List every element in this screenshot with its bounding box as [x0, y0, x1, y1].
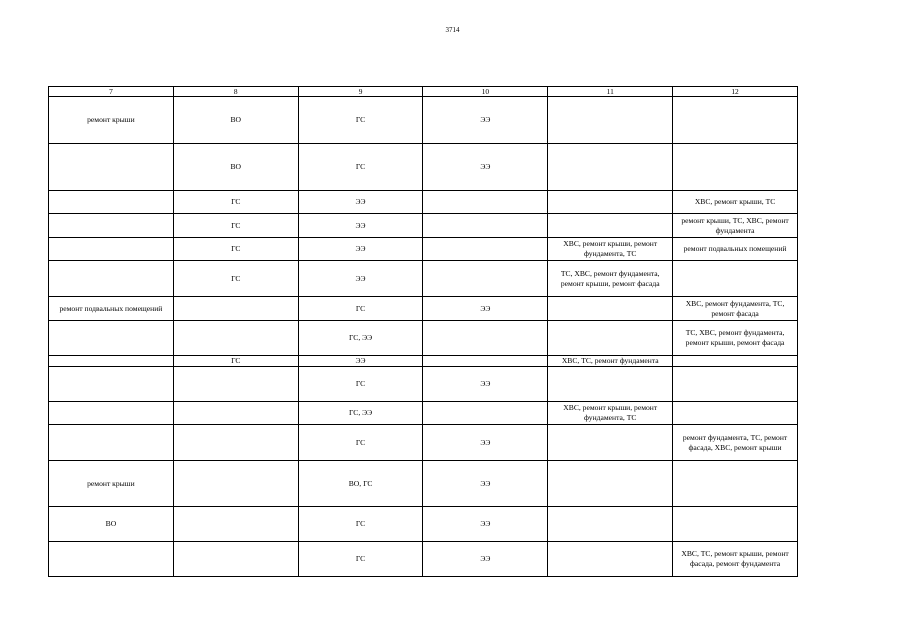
table-cell: [548, 214, 673, 238]
table-cell: [173, 297, 298, 321]
table-row: [49, 261, 798, 297]
table-row: [49, 238, 798, 261]
page-number: 3714: [445, 26, 460, 34]
column-header: 12: [673, 87, 798, 97]
table-row: [49, 425, 798, 461]
table-cell: ХВС, ремонт крыши, ремонт фундамента, ТС: [548, 238, 673, 261]
table-cell: ЭЭ: [298, 356, 423, 367]
table-cell: ХВС, ТС, ремонт крыши, ремонт фасада, ремонт фундамента: [673, 542, 798, 577]
table-cell: ЭЭ: [423, 97, 548, 144]
table-cell: [673, 261, 798, 297]
column-header: 9: [298, 87, 423, 97]
table-cell: [49, 238, 174, 261]
table-cell: [548, 97, 673, 144]
table-cell: ремонт крыши: [49, 461, 174, 507]
table-cell: ТС, ХВС, ремонт фундамента, ремонт крыши, ремонт фасада: [673, 321, 798, 356]
table-cell: ТС, ХВС, ремонт фундамента, ремонт крыши, ремонт фасада: [548, 261, 673, 297]
table-cell: [423, 191, 548, 214]
table-cell: ВО: [49, 507, 174, 542]
table-cell: [423, 402, 548, 425]
table-cell: [49, 191, 174, 214]
table-cell: [173, 321, 298, 356]
table-cell: [423, 238, 548, 261]
table-cell: [173, 461, 298, 507]
table-cell: [548, 297, 673, 321]
table-cell: ЭЭ: [423, 507, 548, 542]
table-cell: ГС: [298, 297, 423, 321]
table-cell: [49, 542, 174, 577]
table-cell: [548, 144, 673, 191]
table-cell: ГС: [298, 425, 423, 461]
table-cell: [423, 214, 548, 238]
table-cell: ГС: [173, 214, 298, 238]
table-cell: [673, 461, 798, 507]
table-row: [49, 461, 798, 507]
table-cell: [49, 321, 174, 356]
table-row: [49, 144, 798, 191]
table-cell: ГС: [173, 261, 298, 297]
table-header-row: [49, 87, 798, 97]
table-row: [49, 542, 798, 577]
data-table: [48, 86, 798, 577]
table-cell: ремонт подвальных помещений: [49, 297, 174, 321]
table-cell: ГС: [298, 367, 423, 402]
table-cell: ЭЭ: [298, 191, 423, 214]
table-cell: ЭЭ: [298, 214, 423, 238]
table-cell: ВО, ГС: [298, 461, 423, 507]
table-cell: [673, 356, 798, 367]
table-row: [49, 191, 798, 214]
table-cell: [423, 261, 548, 297]
table-cell: [548, 461, 673, 507]
table-cell: ЭЭ: [423, 297, 548, 321]
table-cell: ХВС, ремонт крыши, ремонт фундамента, ТС: [548, 402, 673, 425]
table-row: [49, 97, 798, 144]
table-cell: [173, 425, 298, 461]
table-cell: [173, 507, 298, 542]
table-cell: ЭЭ: [423, 461, 548, 507]
table-cell: ХВС, ремонт крыши, ТС: [673, 191, 798, 214]
table-cell: ВО: [173, 97, 298, 144]
table-cell: ЭЭ: [423, 425, 548, 461]
table-cell: [673, 507, 798, 542]
table-cell: [548, 507, 673, 542]
table-cell: ГС: [298, 507, 423, 542]
table-cell: [173, 542, 298, 577]
table-cell: ГС: [173, 356, 298, 367]
table-cell: [548, 367, 673, 402]
table-row: [49, 367, 798, 402]
table-cell: ЭЭ: [298, 261, 423, 297]
table-cell: ремонт фундамента, ТС, ремонт фасада, ХВС, ремонт крыши: [673, 425, 798, 461]
table-cell: [173, 402, 298, 425]
table-cell: [423, 321, 548, 356]
table-row: [49, 321, 798, 356]
table-cell: ГС, ЭЭ: [298, 402, 423, 425]
table-cell: [548, 542, 673, 577]
table-cell: ХВС, ТС, ремонт фундамента: [548, 356, 673, 367]
table-cell: [49, 367, 174, 402]
table-cell: [548, 191, 673, 214]
table-cell: [673, 367, 798, 402]
table-cell: ГС: [298, 144, 423, 191]
table-cell: [49, 402, 174, 425]
table-cell: ГС: [173, 191, 298, 214]
table-cell: [49, 425, 174, 461]
column-header: 10: [423, 87, 548, 97]
table-row: [49, 507, 798, 542]
table-cell: ЭЭ: [298, 238, 423, 261]
table-cell: ГС: [173, 238, 298, 261]
table-cell: ХВС, ремонт фундамента, ТС, ремонт фасада: [673, 297, 798, 321]
table-cell: [173, 367, 298, 402]
table-row: [49, 402, 798, 425]
table-cell: [548, 321, 673, 356]
table-cell: [548, 425, 673, 461]
table-cell: [49, 356, 174, 367]
table-cell: ЭЭ: [423, 542, 548, 577]
table-row: [49, 297, 798, 321]
table-cell: [423, 356, 548, 367]
column-header: 7: [49, 87, 174, 97]
table-cell: ремонт крыши: [49, 97, 174, 144]
table-cell: [49, 261, 174, 297]
table-cell: [49, 144, 174, 191]
column-header: 8: [173, 87, 298, 97]
table-cell: [673, 402, 798, 425]
table-cell: ГС, ЭЭ: [298, 321, 423, 356]
column-header: 11: [548, 87, 673, 97]
table-cell: ремонт крыши, ТС, ХВС, ремонт фундамента: [673, 214, 798, 238]
table-cell: [673, 97, 798, 144]
table-row: [49, 214, 798, 238]
table-cell: ВО: [173, 144, 298, 191]
table-cell: ремонт подвальных помещений: [673, 238, 798, 261]
table-cell: ГС: [298, 542, 423, 577]
table-cell: [673, 144, 798, 191]
table-cell: [49, 214, 174, 238]
table-cell: ЭЭ: [423, 367, 548, 402]
table-cell: ЭЭ: [423, 144, 548, 191]
table-row: [49, 356, 798, 367]
table-cell: ГС: [298, 97, 423, 144]
